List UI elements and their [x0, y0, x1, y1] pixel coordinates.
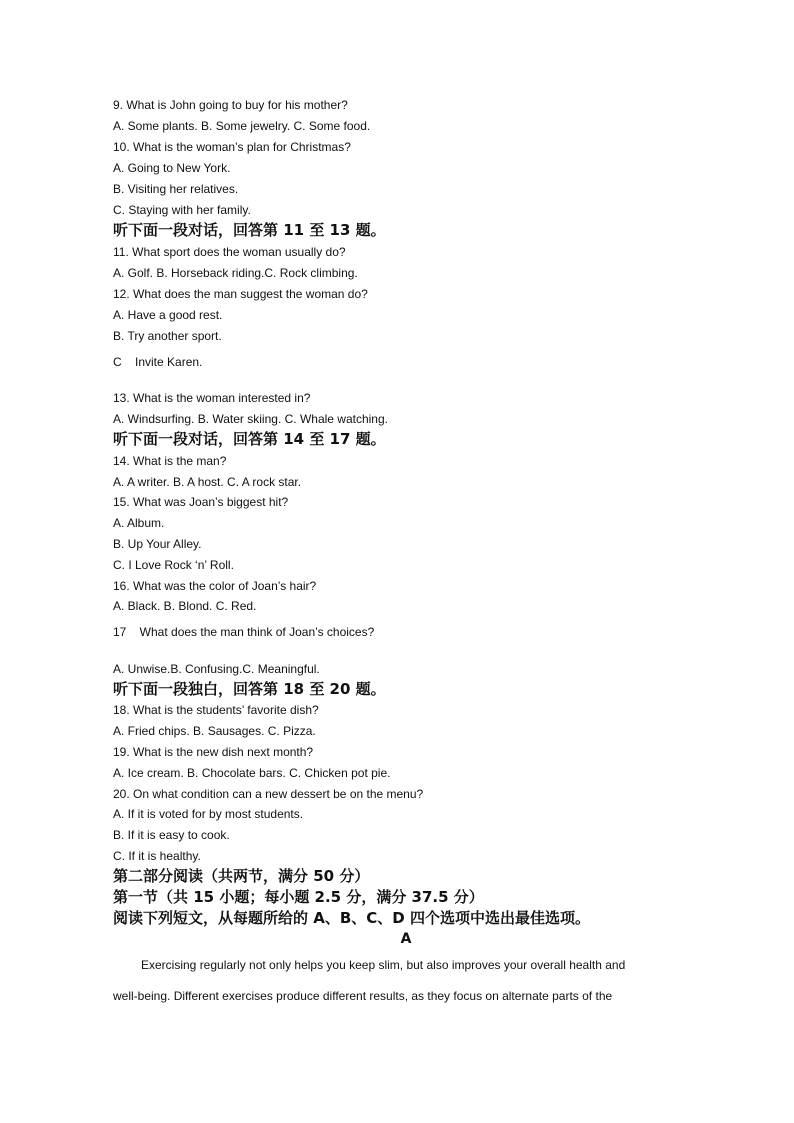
question-14: 14. What is the man? — [113, 454, 227, 468]
options-18: A. Fried chips. B. Sausages. C. Pizza. — [113, 724, 316, 738]
options-16: A. Black. B. Blond. C. Red. — [113, 599, 257, 613]
part-two-heading: 第二部分阅读（共两节，满分 50 分） — [113, 867, 370, 885]
options-19: A. Ice cream. B. Chocolate bars. C. Chicken pot pie. — [113, 766, 391, 780]
section-heading-11-13: 听下面一段对话，回答第 11 至 13 题。 — [113, 221, 386, 239]
option-10-c: C. Staying with her family. — [113, 203, 251, 217]
option-20-b: B. If it is easy to cook. — [113, 828, 230, 842]
passage-line-1: Exercising regularly not only helps you keep slim, but also improves your overall health and — [141, 958, 626, 972]
option-15-b: B. Up Your Alley. — [113, 537, 202, 551]
question-19: 19. What is the new dish next month? — [113, 745, 314, 759]
option-20-c: C. If it is healthy. — [113, 849, 201, 863]
question-18: 18. What is the students’ favorite dish? — [113, 703, 319, 717]
option-12-c: C Invite Karen. — [113, 355, 203, 369]
question-11: 11. What sport does the woman usually do? — [113, 245, 346, 259]
question-13: 13. What is the woman interested in? — [113, 391, 311, 405]
question-16: 16. What was the color of Joan’s hair? — [113, 579, 317, 593]
option-12-a: A. Have a good rest. — [113, 308, 223, 322]
question-15: 15. What was Joan’s biggest hit? — [113, 495, 289, 509]
question-12: 12. What does the man suggest the woman do? — [113, 287, 368, 301]
options-17: A. Unwise.B. Confusing.C. Meaningful. — [113, 662, 320, 676]
options-14: A. A writer. B. A host. C. A rock star. — [113, 475, 302, 489]
question-17: 17 What does the man think of Joan’s choices? — [113, 625, 375, 639]
options-13: A. Windsurfing. B. Water skiing. C. Whale watching. — [113, 412, 388, 426]
section-heading-18-20: 听下面一段独白，回答第 18 至 20 题。 — [113, 680, 386, 698]
question-9: 9. What is John going to buy for his mother? — [113, 98, 348, 112]
option-10-a: A. Going to New York. — [113, 161, 231, 175]
option-15-c: C. I Love Rock ‘n’ Roll. — [113, 558, 234, 572]
question-20: 20. On what condition can a new dessert be on the menu? — [113, 787, 424, 801]
option-12-b: B. Try another sport. — [113, 329, 222, 343]
passage-line-2: well-being. Different exercises produce different results, as they focus on alternate parts of the — [113, 989, 613, 1003]
option-10-b: B. Visiting her relatives. — [113, 182, 239, 196]
options-9: A. Some plants. B. Some jewelry. C. Some food. — [113, 119, 371, 133]
question-10: 10. What is the woman’s plan for Christmas? — [113, 140, 351, 154]
section-heading-14-17: 听下面一段对话，回答第 14 至 17 题。 — [113, 430, 386, 448]
section-one-heading: 第一节（共 15 小题；每小题 2.5 分，满分 37.5 分） — [113, 888, 484, 906]
option-20-a: A. If it is voted for by most students. — [113, 807, 304, 821]
options-11: A. Golf. B. Horseback riding.C. Rock climbing. — [113, 266, 358, 280]
option-15-a: A. Album. — [113, 516, 165, 530]
reading-instructions: 阅读下列短文，从每题所给的 A、B、C、D 四个选项中选出最佳选项。 — [113, 909, 590, 927]
passage-label: A — [400, 931, 412, 947]
